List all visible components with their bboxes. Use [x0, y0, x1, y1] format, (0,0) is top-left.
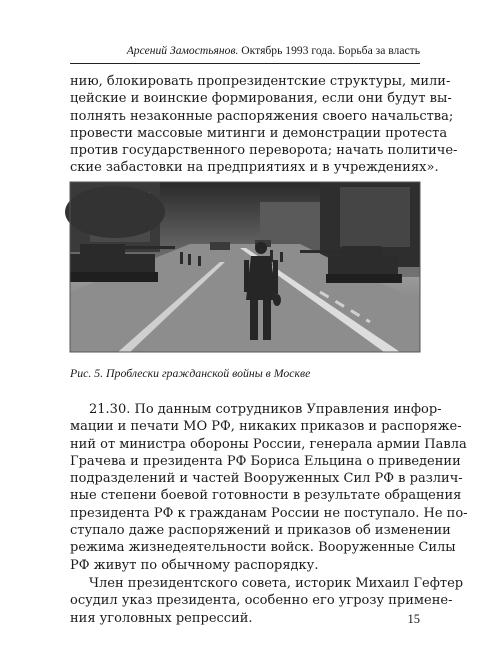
text-line: нию, блокировать пропрезидентские структуры, мили-	[70, 74, 451, 89]
figure-caption: Рис. 5. Проблески гражданской войны в Москве	[70, 366, 311, 380]
text-line: мации и печати МО РФ, никаких приказов и распоряже-	[70, 419, 462, 435]
text-line: против государственного переворота; начать политиче-	[70, 143, 458, 159]
text-line: ступало даже распоряжений и приказов об изменении	[70, 523, 451, 539]
text-line: РФ живут по обычному распорядку.	[70, 557, 319, 573]
text-line: Грачева и президента РФ Бориса Ельцина о приведении	[70, 453, 461, 469]
photo-street-tanks	[70, 182, 420, 352]
text-line: 21.30. По данным сотрудников Управления инфор-	[89, 402, 442, 417]
text-line: ний от министра обороны России, генерала армии Павла	[70, 436, 467, 452]
text-line: режима жизнедеятельности войск. Вооруженные Силы	[70, 540, 456, 556]
text-line: полнять незаконные распоряжения своего начальства;	[70, 108, 454, 124]
text-line: ные степени боевой готовности в результате обращения	[70, 488, 462, 504]
paragraph-1	[70, 401, 468, 574]
text-line: подразделений и частей Вооруженных Сил РФ в различ-	[70, 471, 463, 487]
text-line: провести массовые митинги и демонстрации протеста	[70, 125, 448, 141]
text-line: ские забастовки на предприятиях и в учреждениях».	[70, 160, 439, 176]
running-head	[70, 44, 420, 57]
running-head-author: Арсений Замостьянов.	[126, 44, 239, 57]
text-line: ния уголовных репрессий.	[70, 610, 253, 626]
header-rule	[70, 63, 420, 64]
page-number: 15	[407, 612, 420, 626]
text-line: президента РФ к гражданам России не поступало. Не по-	[70, 505, 468, 521]
text-line: осудил указ президента, особенно его угрозу примене-	[70, 593, 453, 609]
text-line: Член президентского совета, историк Михаил Гефтер	[89, 576, 464, 591]
running-head-title: Октябрь 1993 года. Борьба за власть	[241, 44, 420, 57]
text-line: цейские и воинские формирования, если они будут вы-	[70, 91, 452, 107]
quote-block	[70, 73, 458, 177]
